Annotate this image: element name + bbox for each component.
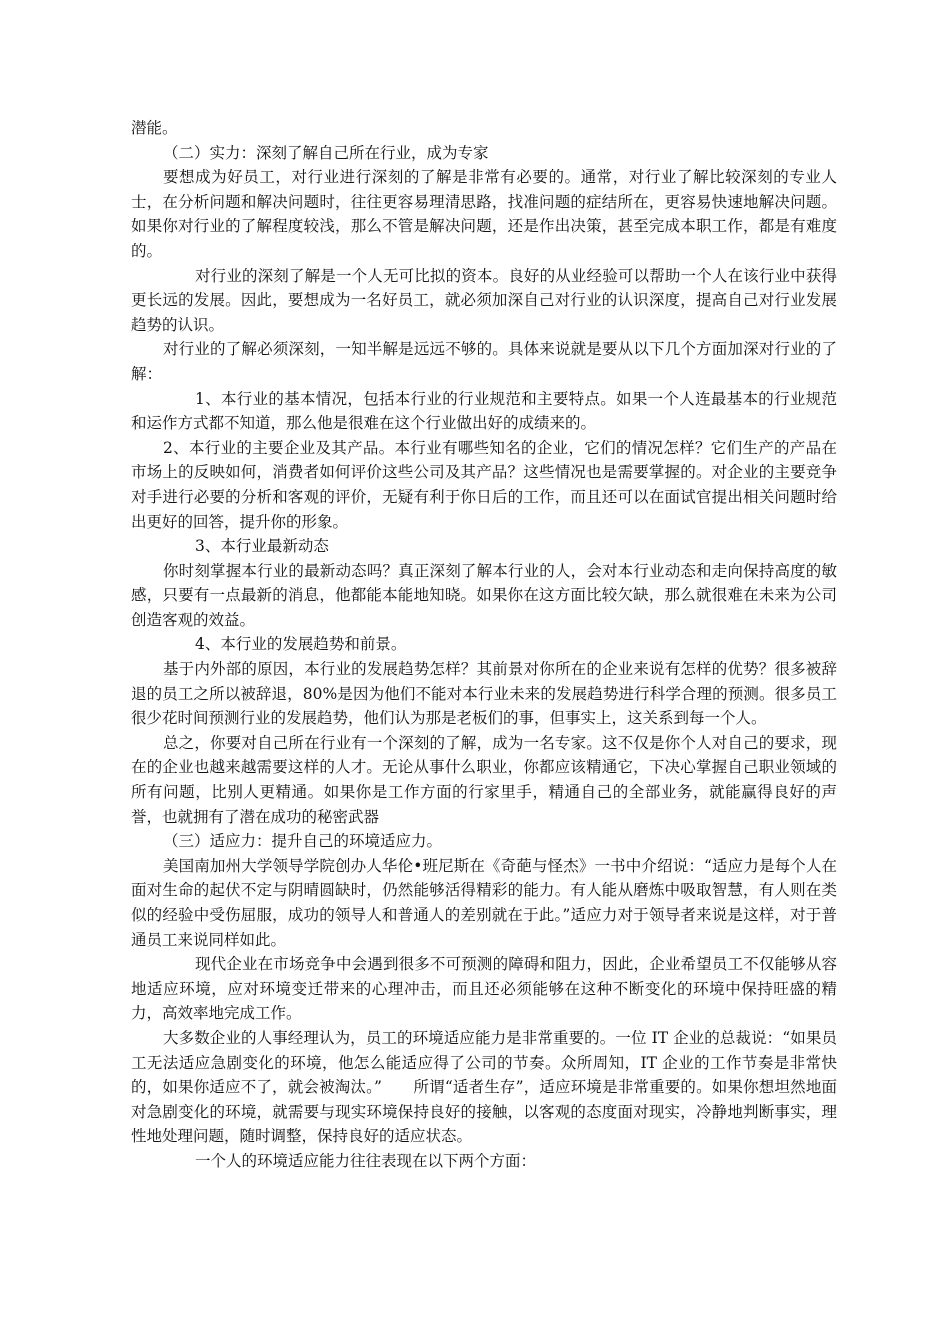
list-item: 4、本行业的发展趋势和前景。	[195, 635, 407, 654]
list-item: 2、本行业的主要企业及其产品。本行业有哪些知名的企业，它们的情况怎样？它们生产的产品在市场上的反映如何，消费者如何评价这些公司及其产品？这些情况也是需要掌握的。对企业的主要竞争对手进行必要的分析和客观的评价，无疑有利于你日后的工作，而且还可以在面试官提出相关问题时给出更好的回答，提升你的形象。	[131, 438, 837, 531]
paragraph: 潜能。	[131, 119, 178, 137]
paragraph: 大多数企业的人事经理认为，员工的环境适应能力是非常重要的。一位 IT 企业的总裁说：“如果员工无法适应急剧变化的环境，他怎么能适应得了公司的节奏。众所周知，IT 企业的工作节奏是非常快的，如果你适应不了，就会被淘汰。” 所谓“适者生存”，适应环境是非常重要的。如果你想坦然地面对急剧变化的环境，就需要与现实环境保持良好的接触，以客观的态度面对现实，冷静地判断事实，理性地处理问题，随时调整，保持良好的适应状态。	[131, 1028, 837, 1146]
paragraph: 基于内外部的原因，本行业的发展趋势怎样？其前景对你所在的企业来说有怎样的优势？很多被辞退的员工之所以被辞退，80%是因为他们不能对本行业未来的发展趋势进行科学合理的预测。很多员工很少花时间预测行业的发展趋势，他们认为那是老板们的事，但事实上，这关系到每一个人。	[131, 660, 837, 728]
section-heading-adaptability: （三）适应力：提升自己的环境适应力。	[163, 832, 443, 851]
document-page	[131, 116, 837, 1174]
paragraph: 要想成为好员工，对行业进行深刻的了解是非常有必要的。通常，对行业了解比较深刻的专业人士，在分析问题和解决问题时，往往更容易理清思路，找准问题的症结所在，更容易快速地解决问题。如果你对行业的了解程度较浅，那么不管是解决问题，还是作出决策，甚至完成本职工作，都是有难度的。	[131, 168, 837, 260]
paragraph: 现代企业在市场竞争中会遇到很多不可预测的障碍和阻力，因此，企业希望员工不仅能够从容地适应环境，应对环境变迁带来的心理冲击，而且还必须能够在这种不断变化的环境中保持旺盛的精力，高效率地完成工作。	[131, 955, 837, 1023]
paragraph: 对行业的了解必须深刻，一知半解是远远不够的。具体来说就是要从以下几个方面加深对行业的了解：	[131, 340, 837, 383]
paragraph: 你时刻掌握本行业的最新动态吗？真正深刻了解本行业的人，会对本行业动态和走向保持高度的敏感，只要有一点最新的消息，他都能本能地知晓。如果你在这方面比较欠缺，那么就很难在未来为公司创造客观的效益。	[131, 561, 837, 629]
paragraph: 总之，你要对自己所在行业有一个深刻的了解，成为一名专家。这不仅是你个人对自己的要求，现在的企业也越来越需要这样的人才。无论从事什么职业，你都应该精通它，下决心掌握自己职业领域的所有问题，比别人更精通。如果你是工作方面的行家里手，精通自己的全部业务，就能赢得良好的声誉，也就拥有了潜在成功的秘密武器	[131, 733, 837, 826]
list-item: 3、本行业最新动态	[195, 537, 329, 556]
list-item: 1、本行业的基本情况，包括本行业的行业规范和主要特点。如果一个人连最基本的行业规范和运作方式都不知道，那么他是很难在这个行业做出好的成绩来的。	[131, 389, 837, 433]
paragraph: 一个人的环境适应能力往往表现在以下两个方面：	[195, 1151, 537, 1170]
paragraph: 对行业的深刻了解是一个人无可比拟的资本。良好的从业经验可以帮助一个人在该行业中获得更长远的发展。因此，要想成为一名好员工，就必须加深自己对行业的认识深度，提高自己对行业发展趋势的认识。	[131, 266, 837, 334]
section-heading-strength: （二）实力：深刻了解自己所在行业，成为专家	[163, 143, 489, 162]
paragraph: 美国南加州大学领导学院创办人华伦•班尼斯在《奇葩与怪杰》一书中介绍说：“适应力是每个人在面对生命的起伏不定与阴晴圆缺时，仍然能够活得精彩的能力。有人能从磨炼中吸取智慧，有人则在类似的经验中受伤屈服，成功的领导人和普通人的差别就在于此。”适应力对于领导者来说是这样，对于普通员工来说同样如此。	[131, 856, 837, 949]
